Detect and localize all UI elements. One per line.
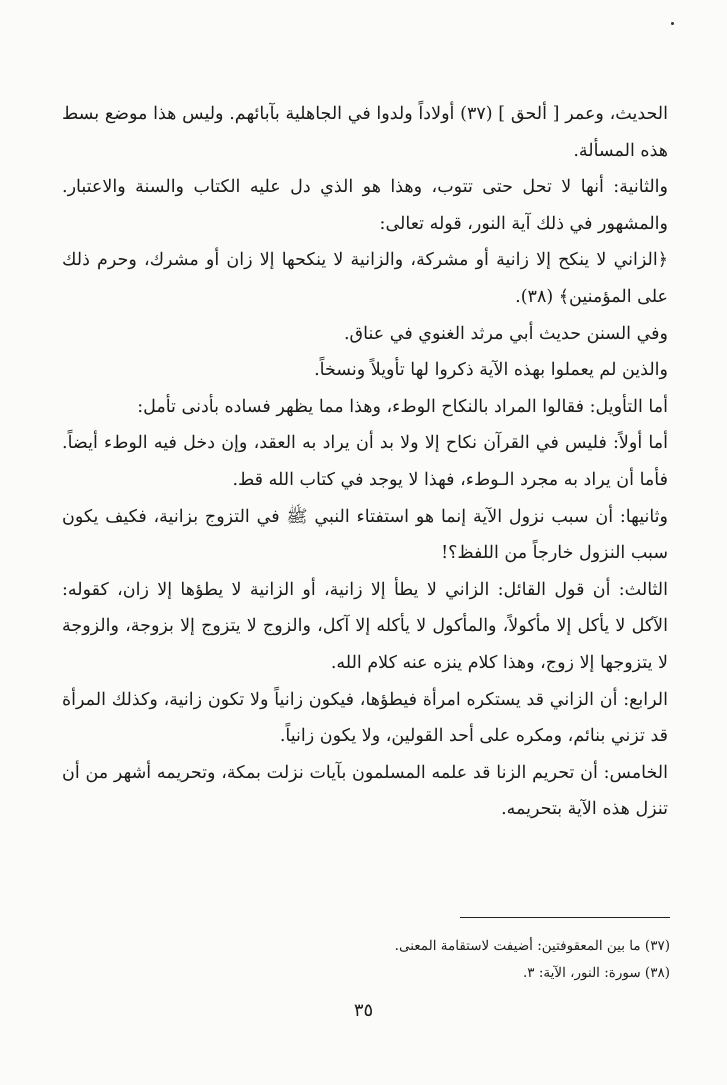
paragraph-4: وفي السنن حديث أبي مرثد الغنوي في عناق. <box>343 323 668 344</box>
main-text <box>62 96 668 828</box>
scan-speck <box>671 22 674 25</box>
paragraph-2: والثانية: أنها لا تحل حتى تتوب، وهذا هو الذي دل عليه الكتاب والسنة والاعتبار. والمشهور في ذلك آية النور، قوله تعالى: <box>62 177 668 234</box>
paragraph-6: أما التأويل: فقالوا المراد بالنكاح الوطء، وهذا مما يظهر فساده بأدنى تأمل: <box>137 396 668 417</box>
paragraph-7: أما أولاً: فليس في القرآن نكاح إلا ولا بد أن يراد به العقد، وإن دخل فيه الوطء أيضاً. فأما أن يراد به مجرد الـوطء، فهذا لا يوجد في كتاب الله قط. <box>62 433 668 490</box>
footnote-divider <box>460 917 670 918</box>
paragraph-11: الخامس: أن تحريم الزنا قد علمه المسلمون بآيات نزلت بمكة، وتحريمه أشهر من أن تنزل هذه الآية بتحريمه. <box>62 762 668 820</box>
footnotes <box>200 933 670 987</box>
footnote-38: (٣٨) سورة: النور، الآية: ٣. <box>523 965 670 981</box>
page-number: ٣٥ <box>353 1000 374 1021</box>
quran-verse: ﴿الزاني لا ينكح إلا زانية أو مشركة، والزانية لا ينكحها إلا زان أو مشرك، وحرم ذلك على المؤمنين﴾ (٣٨). <box>62 250 668 307</box>
paragraph-8: وثانيها: أن سبب نزول الآية إنما هو استفتاء النبي ﷺ في التزوج بزانية، فكيف يكون سبب النزول خارجاً من اللفظ؟! <box>62 506 668 564</box>
paragraph-5: والذين لم يعملوا بهذه الآية ذكروا لها تأويلاً ونسخاً. <box>314 360 668 381</box>
footnote-37: (٣٧) ما بين المعقوفتين: أضيفت لاستقامة المعنى. <box>394 938 670 954</box>
paragraph-9: الثالث: أن قول القائل: الزاني لا يطأ إلا زانية، أو الزانية لا يطؤها إلا زان، كقوله: الآكل لا يأكل إلا مأكولاً، والمأكول لا يأكله إلا آكل، والزوج لا يتزوج إلا بزوجة، والزوجة لا يتزوجها إلا زوج، وهذا كلام ينزه عنه كلام الله. <box>62 579 668 673</box>
paragraph-1: الحديث، وعمر [ ألحق ] (٣٧) أولاداً ولدوا في الجاهلية بآبائهم. وليس هذا موضع بسط هذه المسألة. <box>62 104 668 161</box>
paragraph-10: الرابع: أن الزاني قد يستكره امرأة فيطؤها، فيكون زانياً ولا تكون زانية، وكذلك المرأة قد تزني بنائم، ومكره على أحد القولين، ولا يكون زانياً. <box>62 689 668 747</box>
